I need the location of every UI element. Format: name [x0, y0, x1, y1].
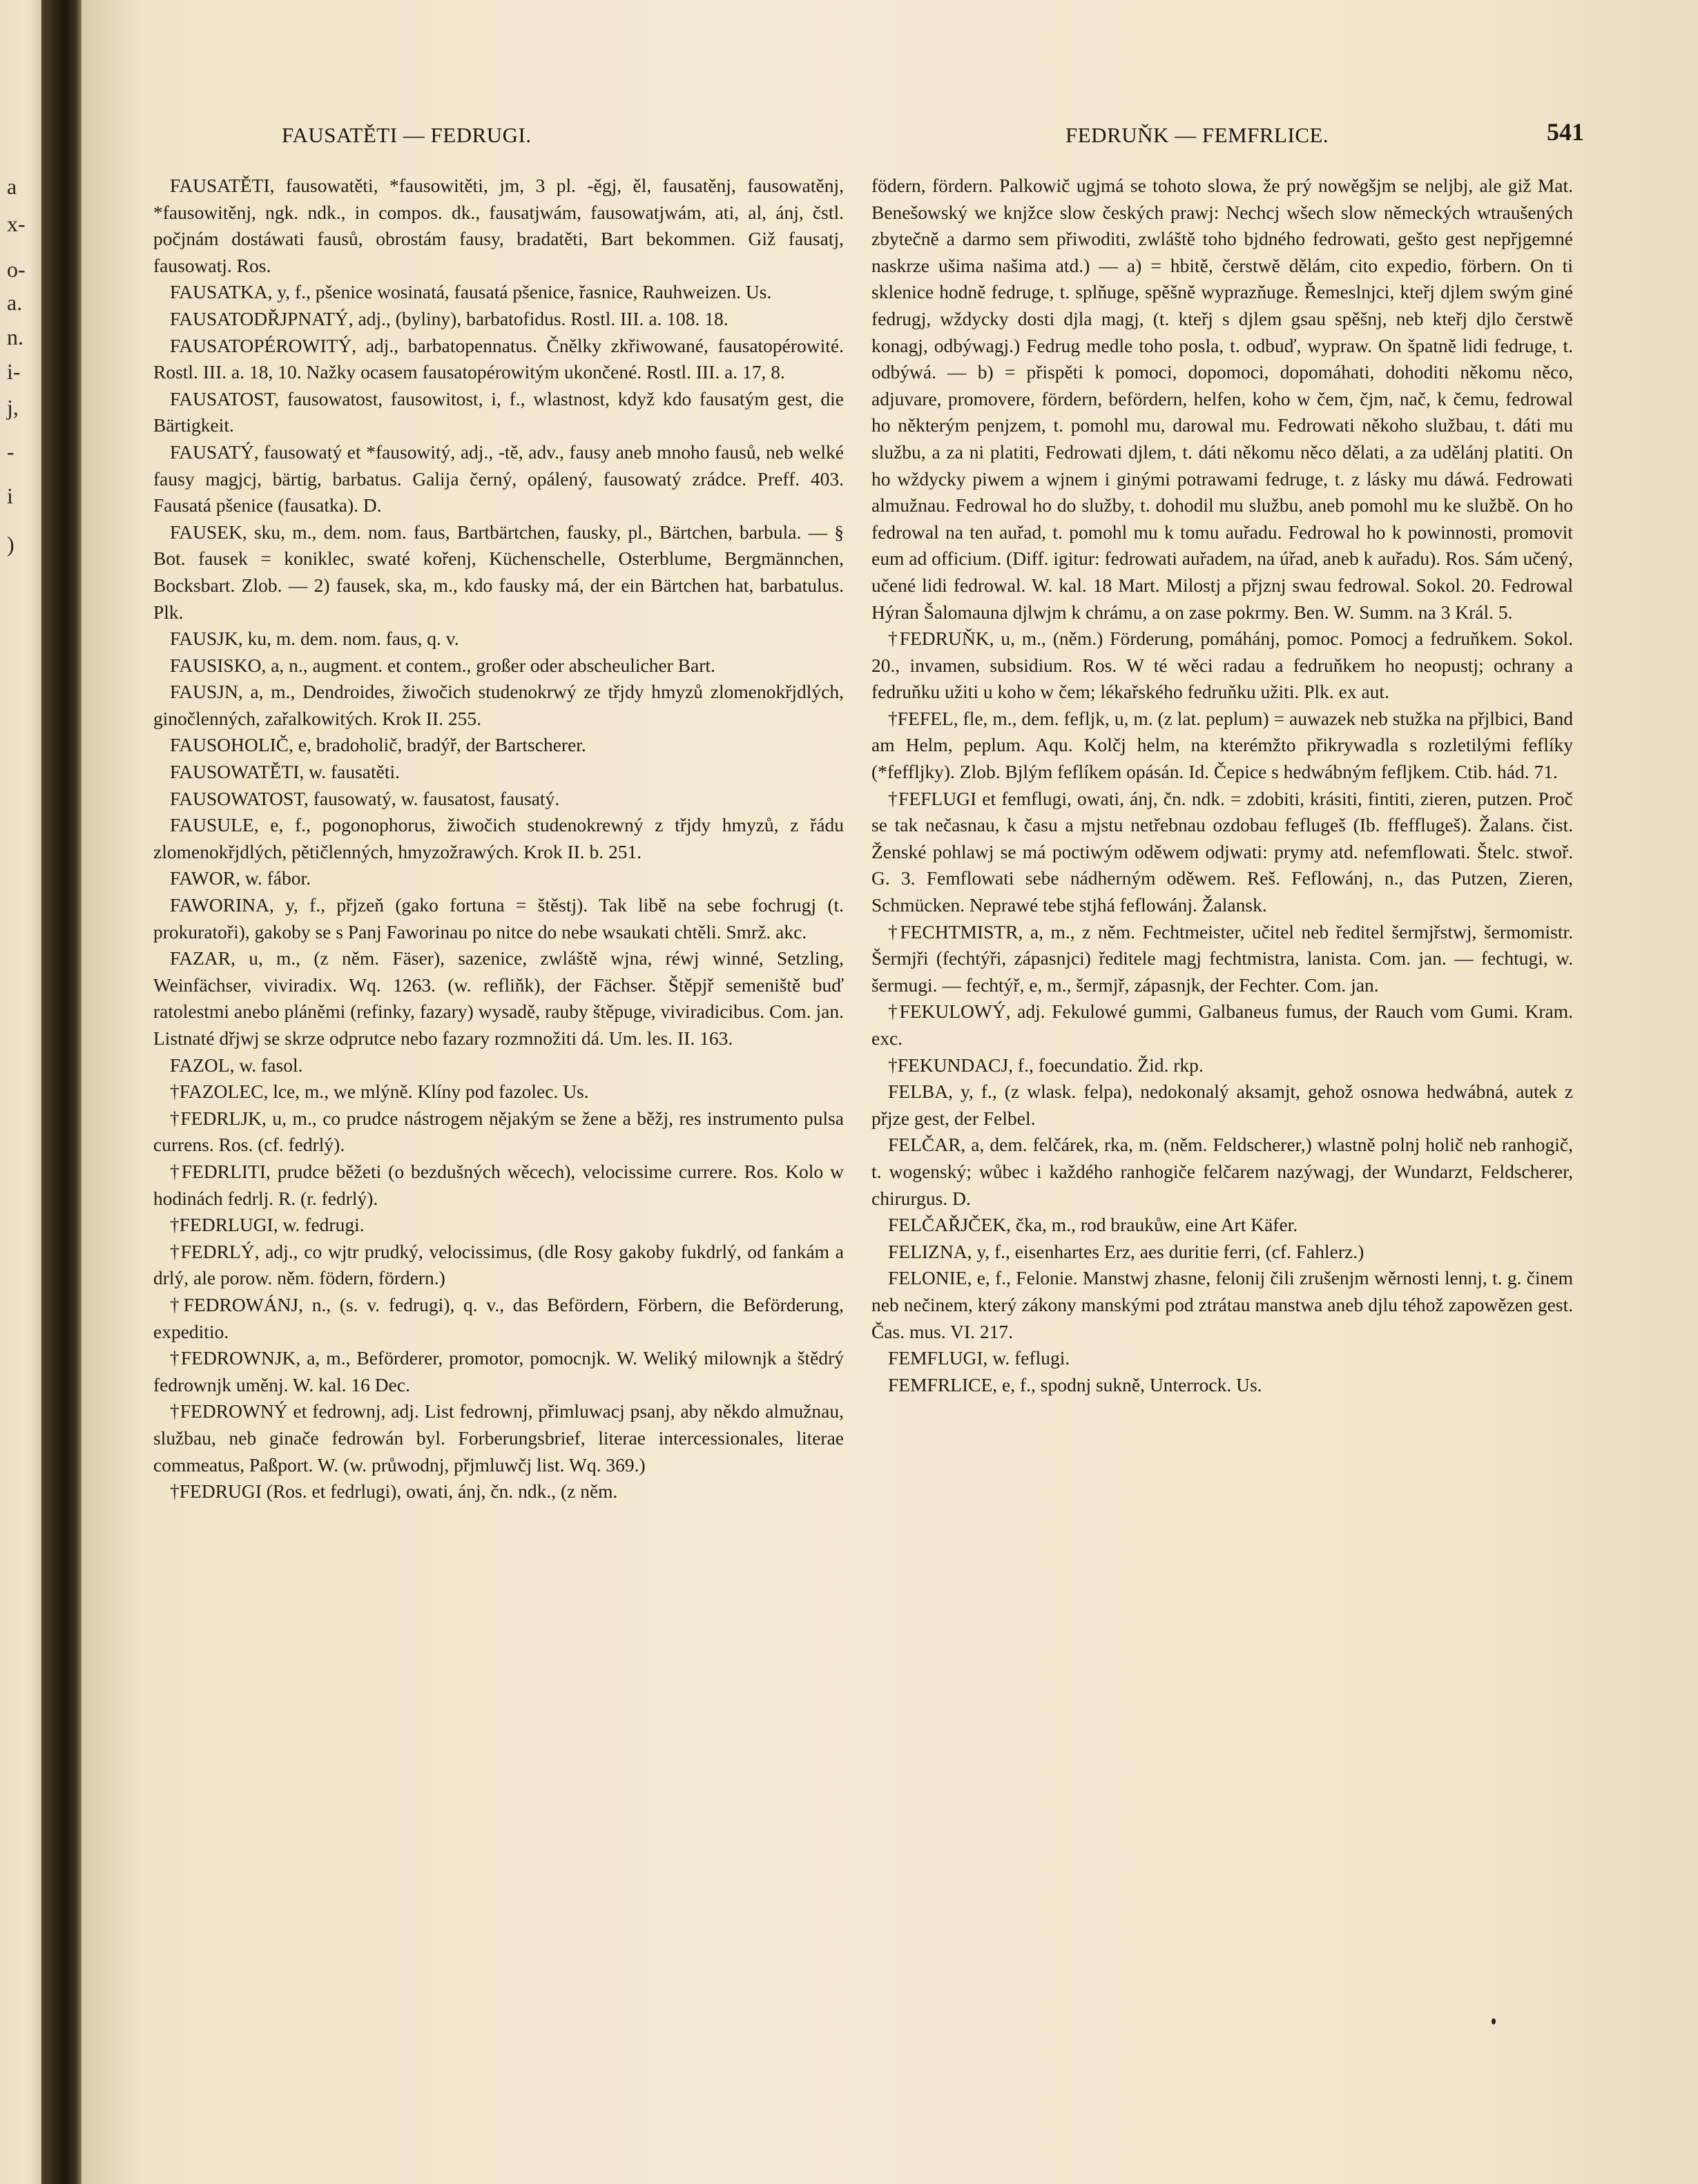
dictionary-entry: FELONIE, e, f., Felonie. Manstwj zhasne, felonij čili zrušenjm wěrnosti lennj, t. g. činem neb nečinem, který zákony manskými pod ztrátau manstwa aneb djlu téhož zapowězen gest. Čas. mus. VI. 217.	[871, 1267, 1573, 1342]
margin-fragment: i-	[7, 359, 21, 384]
dictionary-entry: FAUSJN, a, m., Dendroides, žiwočich studenokrwý ze třjdy hmyzů zlomenokřjdlých, ginočlenných, zařalkowitých. Krok II. 255.	[153, 681, 844, 729]
dictionary-entry: FAWOR, w. fábor.	[170, 867, 311, 889]
dictionary-entry: FEMFLUGI, w. feflugi.	[888, 1347, 1070, 1369]
page-number: 541	[1547, 118, 1584, 146]
dictionary-entry: FAUSOWATOST, fausowatý, w. fausatost, fausatý.	[170, 787, 560, 809]
dictionary-entry: †FEKUNDACJ, f., foecundatio. Žid. rkp.	[888, 1054, 1204, 1076]
dictionary-entry: †FEDRUGI (Ros. et fedrlugi), owati, ánj, čn. ndk., (z něm.	[170, 1480, 618, 1502]
dictionary-entry: FAWORINA, y, f., přjzeň (gako fortuna = štěstj). Tak libě na sebe fochrugj (t. prokuratoři), gakoby se s Panj Faworinau po nitce do nebe wsaukati chtěli. Smrž. akc.	[153, 894, 844, 943]
dictionary-entry: †FEDROWNJK, a, m., Beförderer, promotor, pomocnjk. W. Weliký milownjk a štědrý fedrownjk uměnj. W. kal. 16 Dec.	[153, 1347, 844, 1395]
dictionary-entry: †FEFLUGI et femflugi, owati, ánj, čn. ndk. = zdobiti, krásiti, fintiti, zieren, putzen. Proč se tak nečasnau, k času a mjstu netřebnau ozdobau feflugeš (Ib. ffefflugeš). Žalans. čist. Ženské pohlawj se má poctiwým oděwem odjwati: prymy atd. nefemflowati. Štelc. stwoř. G. 3. Femflowati sebe nádherným oděwem. Reš. Feflowánj, n., das Putzen, Zieren, Schmücken. Neprawé tebe stjhá feflowánj. Žalansk.	[871, 787, 1573, 916]
dictionary-entry: †FAZOLEC, lce, m., we mlýně. Klíny pod fazolec. Us.	[170, 1081, 589, 1103]
dictionary-entry: †FEFEL, fle, m., dem. fefljk, u, m. (z lat. peplum) = auwazek neb stužka na přjlbici, Band am Helm, peplum. Aqu. Kolčj helm, na kterémžto přikrywadla s rozletilými feflíky (*feffljky). Zlob. Bjlým feflíkem opásán. Id. Čepice s hedwábným fefljkem. Ctib. hád. 71.	[871, 707, 1573, 783]
dictionary-entry: FAUSISKO, a, n., augment. et contem., großer oder abscheulicher Bart.	[170, 654, 715, 676]
dictionary-entry: FAUSATODŘJPNATÝ, adj., (byliny), barbatofidus. Rostl. III. a. 108. 18.	[170, 307, 729, 329]
dictionary-entry: †FEDROWNÝ et fedrownj, adj. List fedrownj, přimluwacj psanj, aby někdo almužnau, službau, neb ginače fedrowán byl. Forberungsbrief, literae intercessionales, literae commeatus, Paßport. W. (w. průwodnj, přjmluwčj list. Wq. 369.)	[153, 1400, 844, 1476]
right-column	[871, 173, 1573, 1398]
dictionary-entry: FAUSATOPÉROWITÝ, adj., barbatopennatus. Čnělky zkřiwowané, fausatopérowité. Rostl. III. a. 18, 10. Nažky ocasem fausatopérowitým ukončené. Rostl. III. a. 17, 8.	[153, 334, 844, 383]
margin-fragment: o-	[7, 257, 26, 282]
dictionary-entry: †FECHTMISTR, a, m., z něm. Fechtmeister, učitel neb ředitel šermjřstwj, šermomistr. Šermjři (fechtýři, zápasnjci) ředitele magj fechtmistra, lanista. Com. jan. — fechtugi, w. šermugi. — fechtýř, e, m., šermjř, zápasnjk, der Fechter. Com. jan.	[871, 920, 1573, 996]
dictionary-entry: FAUSATKA, y, f., pšenice wosinatá, fausatá pšenice, řasnice, Rauhweizen. Us.	[170, 281, 772, 303]
dictionary-entry: †FEDRUŇK, u, m., (něm.) Förderung, pomáhánj, pomoc. Pomocj a fedruňkem. Sokol. 20., invamen, subsidium. Ros. W té wěci radau a fedruňkem ho neopustj; ochrany a fedruňku užiti u koho w čem; lékařského fedruňku užiti. Plk. ex aut.	[871, 628, 1573, 703]
dictionary-entry-continuation: födern, fördern. Palkowič ugjmá se tohoto slowa, že prý nowěgšjm se neljbj, ale giž Mat. Benešowský we knjžce slow českých prawj: Nechcj wšech slow německých wtraušených zbytečně a darmo sem přiwoditi, zwláště toho bjdného fedrowati, gešto gest nepřjgemné naskrze ušima našima atd.) — a) = hbitě, čerstwě dělám, cito expedio, förbern. On ti sklenice hodně fedruge, t. splňuge, spěšně wyprazňuge. Řemeslnjci, kteřj djlem swým giné fedrugj, wždycky dosti djla magj, (t. kteřj s djlem gsau spěšnj, neb kteřj djlo čerstwě konagj, odbýwagj.) Fedrug medle toho posla, t. odbuď, wypraw. On špatně lidi fedruge, t. odbýwá. — b) = přispěti k pomoci, dopomoci, dopomáhati, dohoditi někomu něco, adjuvare, promovere, fördern, befördern, helfen, koho w čem, čjm, nač, k čemu, fedrowal ho některým penjzem, t. pomohl mu, darowal mu. Fedrowati někoho službau, t. dáti mu službu, a za ni platiti, Fedrowati djlem, t. dáti někomu něco dělati, a za udělánj platiti. On ho wždycky piwem a wjnem i ginými potrawami fedruge, t. z lásky mu dáwá. Fedrowati almužnau. Fedrowal ho do služby, t. dohodil mu službu, aneb pomohl mu ke službě. On ho fedrowal na ten auřad, t. pomohl mu k tomu auřadu. Fedrowal ho k powinnosti, promovit eum ad officium. (Diff. igitur: fedrowati auřadem, na úřad, aneb k auřadu). Ros. Sám učený, učené lidi fedrowal. W. kal. 18 Mart. Milostj a přjznj swau fedrowal. Sokol. 20. Fedrowal Hýran Šalomauna djlwjm k chrámu, a on zase pokrmy. Ben. W. Summ. na 3 Král. 5.	[871, 175, 1573, 623]
dictionary-entry: FELČAŘJČEK, čka, m., rod braukůw, eine Art Käfer.	[888, 1214, 1298, 1236]
book-binding	[41, 0, 81, 2184]
dictionary-entry: †FEDRLÝ, adj., co wjtr prudký, velocissimus, (dle Rosy gakoby fukdrlý, od fankám a drlý, ale porow. něm. födern, fördern.)	[153, 1240, 844, 1289]
dictionary-entry: FELBA, y, f., (z wlask. felpa), nedokonalý aksamjt, gehož osnowa hedwábná, autek z přjze gest, der Felbel.	[871, 1081, 1573, 1129]
dictionary-entry: †FEDRLITI, prudce běžeti (o bezdušných wěcech), velocissime currere. Ros. Kolo w hodinách fedrlj. R. (r. fedrlý).	[153, 1160, 844, 1209]
dictionary-entry: †FEDRLJK, u, m., co prudce nástrogem nějakým se žene a běžj, res instrumento pulsa currens. Ros. (cf. fedrlý).	[153, 1107, 844, 1156]
running-head-right: FEDRUŇK — FEMFRLICE.	[1065, 123, 1329, 147]
dictionary-entry: †FEKULOWÝ, adj. Fekulowé gummi, Galbaneus fumus, der Rauch vom Gumi. Kram. exc.	[871, 1001, 1573, 1049]
dictionary-entry: FAUSULE, e, f., pogonophorus, žiwočich studenokrewný z třjdy hmyzů, z řádu zlomenokřjdlých, pětičlenných, hmyzožrawých. Krok II. b. 251.	[153, 814, 844, 862]
dictionary-entry: FAZAR, u, m., (z něm. Fäser), sazenice, zwláště wjna, réwj winné, Setzling, Weinfächser, viviradix. Wq. 1263. (w. refliňk), der Fächser. Štěpjř semeniště buď ratolestmi anebo pláněmi (refinky, fazary) wysadě, rauby štěpuge, viviradicibus. Com. jan. Listnaté dřjwj se skrze odprutce nebo fazary rozmnožiti dá. Um. les. II. 163.	[153, 947, 844, 1049]
dictionary-entry: †FEDRLUGI, w. fedrugi.	[170, 1214, 365, 1236]
dictionary-entry: FAUSATĚTI, fausowatěti, *fausowitěti, jm, 3 pl. -ěgj, ěl, fausatěnj, fausowatěnj, *fausowitěnj, ngk. ndk., in compos. dk., fausatjwám, fausowatjwám, ati, al, ánj, čstl. počjnám dostáwati fausů, obrostám fausy, bradatěti, Bart bekommen. Giž fausatj, fausowatj. Ros.	[153, 175, 844, 276]
margin-fragment: )	[7, 532, 15, 557]
dictionary-entry: FAZOL, w. fasol.	[170, 1054, 303, 1076]
margin-fragment: j,	[7, 395, 19, 420]
facing-page-edge	[0, 0, 41, 2184]
dictionary-entry: FAUSATÝ, fausowatý et *fausowitý, adj., -tě, adv., fausy aneb mnoho fausů, neb welké fausy magjcj, bärtig, barbatus. Galija černý, opálený, fausowatý zrádce. Preff. 403. Fausatá pšenice (fausatka). D.	[153, 441, 844, 516]
left-column	[153, 173, 844, 1505]
paper-speck	[1492, 2018, 1496, 2024]
dictionary-entry: FAUSJK, ku, m. dem. nom. faus, q. v.	[170, 628, 459, 650]
dictionary-entry: FAUSEK, sku, m., dem. nom. faus, Bartbärtchen, fausky, pl., Bärtchen, barbula. — § Bot. fausek = koniklec, swaté kořenj, Küchenschelle, Osterblume, Bergmännchen, Bocksbart. Zlob. — 2) fausek, ska, m., kdo fausky má, der ein Bärtchen hat, barbatulus. Plk.	[153, 521, 844, 623]
dictionary-entry: FELČAR, a, dem. felčárek, rka, m. (něm. Feldscherer,) wlastně polnj holič neb ranhogič, t. wogenský; wůbec i každého ranhogiče felčarem nazýwagj, der Wundarzt, Feldscherer, chirurgus. D.	[871, 1134, 1573, 1209]
dictionary-entry: FAUSATOST, fausowatost, fausowitost, i, f., wlastnost, když kdo fausatým gest, die Bärtigkeit.	[153, 387, 844, 436]
dictionary-page	[81, 0, 1698, 2184]
dictionary-entry: FEMFRLICE, e, f., spodnj sukně, Unterrock. Us.	[888, 1373, 1262, 1395]
margin-fragment: a.	[7, 290, 23, 315]
dictionary-entry: †FEDROWÁNJ, n., (s. v. fedrugi), q. v., das Befördern, Förbern, die Beförderung, expeditio.	[153, 1293, 844, 1342]
dictionary-entry: FELIZNA, y, f., eisenhartes Erz, aes duritie ferri, (cf. Fahlerz.)	[888, 1240, 1364, 1262]
margin-fragment: a	[7, 174, 17, 199]
running-head-left: FAUSATĚTI — FEDRUGI.	[282, 123, 532, 147]
dictionary-entry: FAUSOWATĚTI, w. fausatěti.	[170, 761, 400, 783]
margin-fragment: x-	[7, 211, 26, 236]
margin-fragment: -	[7, 439, 15, 464]
margin-fragment: n.	[7, 325, 23, 349]
dictionary-entry: FAUSOHOLIČ, e, bradoholič, bradýř, der Bartscherer.	[170, 734, 586, 756]
margin-fragment: i	[7, 483, 13, 508]
